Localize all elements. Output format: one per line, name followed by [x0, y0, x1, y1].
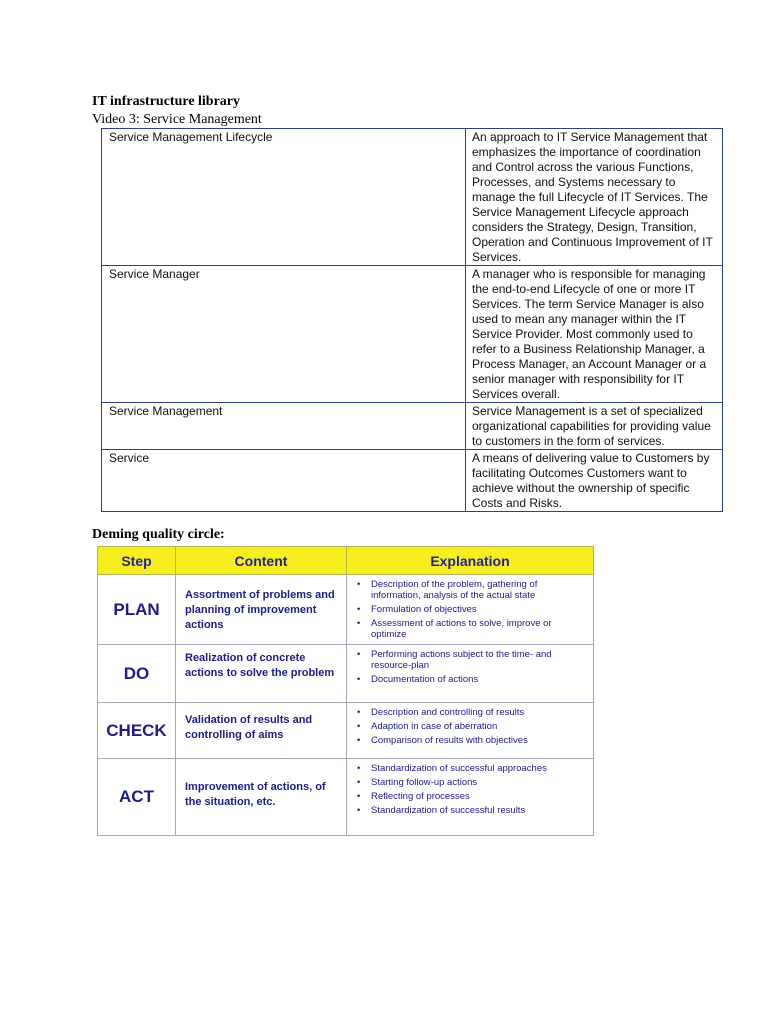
header-row: [98, 547, 594, 575]
content-cell: Realization of concrete actions to solve the problem: [176, 645, 347, 703]
table-row: [98, 703, 594, 759]
table-row: [98, 575, 594, 645]
explanation-cell: [347, 703, 594, 759]
itil-glossary-table: [101, 128, 723, 512]
header-explanation: Explanation: [347, 547, 594, 575]
definition-cell: An approach to IT Service Management that emphasizes the importance of coordination and Control across the various Functions, Processes, and Systems necessary to manage the full Lifecycle of IT Services. The Service Management Lifecycle approach considers the Strategy, Design, Transition, Operation and Continuous Improvement of IT Services.: [466, 129, 723, 266]
content-cell: Assortment of problems and planning of improvement actions: [176, 575, 347, 645]
table-row: [102, 403, 723, 450]
definition-cell: Service Management is a set of specialized organizational capabilities for providing value to customers in the form of services.: [466, 403, 723, 450]
list-item: • Performing actions subject to the time- and resource-plan: [353, 649, 587, 671]
list-item: • Starting follow-up actions: [353, 777, 587, 788]
table-row: [102, 450, 723, 512]
table-row: [102, 129, 723, 266]
header-step: Step: [98, 547, 176, 575]
list-item: • Description of the problem, gathering of information, analysis of the actual state: [353, 579, 587, 601]
list-item: • Formulation of objectives: [353, 604, 587, 615]
term-cell: Service: [102, 450, 466, 512]
document-title: IT infrastructure library: [92, 94, 241, 109]
term-cell: Service Manager: [102, 266, 466, 403]
list-item: • Description and controlling of results: [353, 707, 587, 718]
list-item: • Standardization of successful approaches: [353, 763, 587, 774]
explanation-cell: [347, 575, 594, 645]
list-item: • Adaption in case of aberration: [353, 721, 587, 732]
content-cell: Improvement of actions, of the situation, etc.: [176, 759, 347, 836]
table-row: [102, 266, 723, 403]
step-cell: ACT: [98, 759, 176, 836]
list-item: • Comparison of results with objectives: [353, 735, 587, 746]
deming-table: [97, 546, 594, 836]
definition-cell: A manager who is responsible for managing the end-to-end Lifecycle of one or more IT Services. The term Service Manager is also used to mean any manager within the IT Service Provider. Most commonly used to refer to a Business Relationship Manager, a Process Manager, an Account Manager or a senior manager with responsibility for IT Services overall.: [466, 266, 723, 403]
list-item: • Standardization of successful results: [353, 805, 587, 816]
document-subtitle: Video 3: Service Management: [92, 112, 262, 127]
header-content: Content: [176, 547, 347, 575]
step-cell: CHECK: [98, 703, 176, 759]
list-item: • Documentation of actions: [353, 674, 587, 685]
table-row: [98, 759, 594, 836]
deming-heading: Deming quality circle:: [92, 527, 225, 542]
term-cell: Service Management Lifecycle: [102, 129, 466, 266]
step-cell: PLAN: [98, 575, 176, 645]
list-item: • Assessment of actions to solve, improve or optimize: [353, 618, 587, 640]
term-cell: Service Management: [102, 403, 466, 450]
table-row: [98, 645, 594, 703]
list-item: • Reflecting of processes: [353, 791, 587, 802]
definition-cell: A means of delivering value to Customers by facilitating Outcomes Customers want to achieve without the ownership of specific Costs and Risks.: [466, 450, 723, 512]
explanation-cell: [347, 645, 594, 703]
explanation-cell: [347, 759, 594, 836]
step-cell: DO: [98, 645, 176, 703]
content-cell: Validation of results and controlling of aims: [176, 703, 347, 759]
